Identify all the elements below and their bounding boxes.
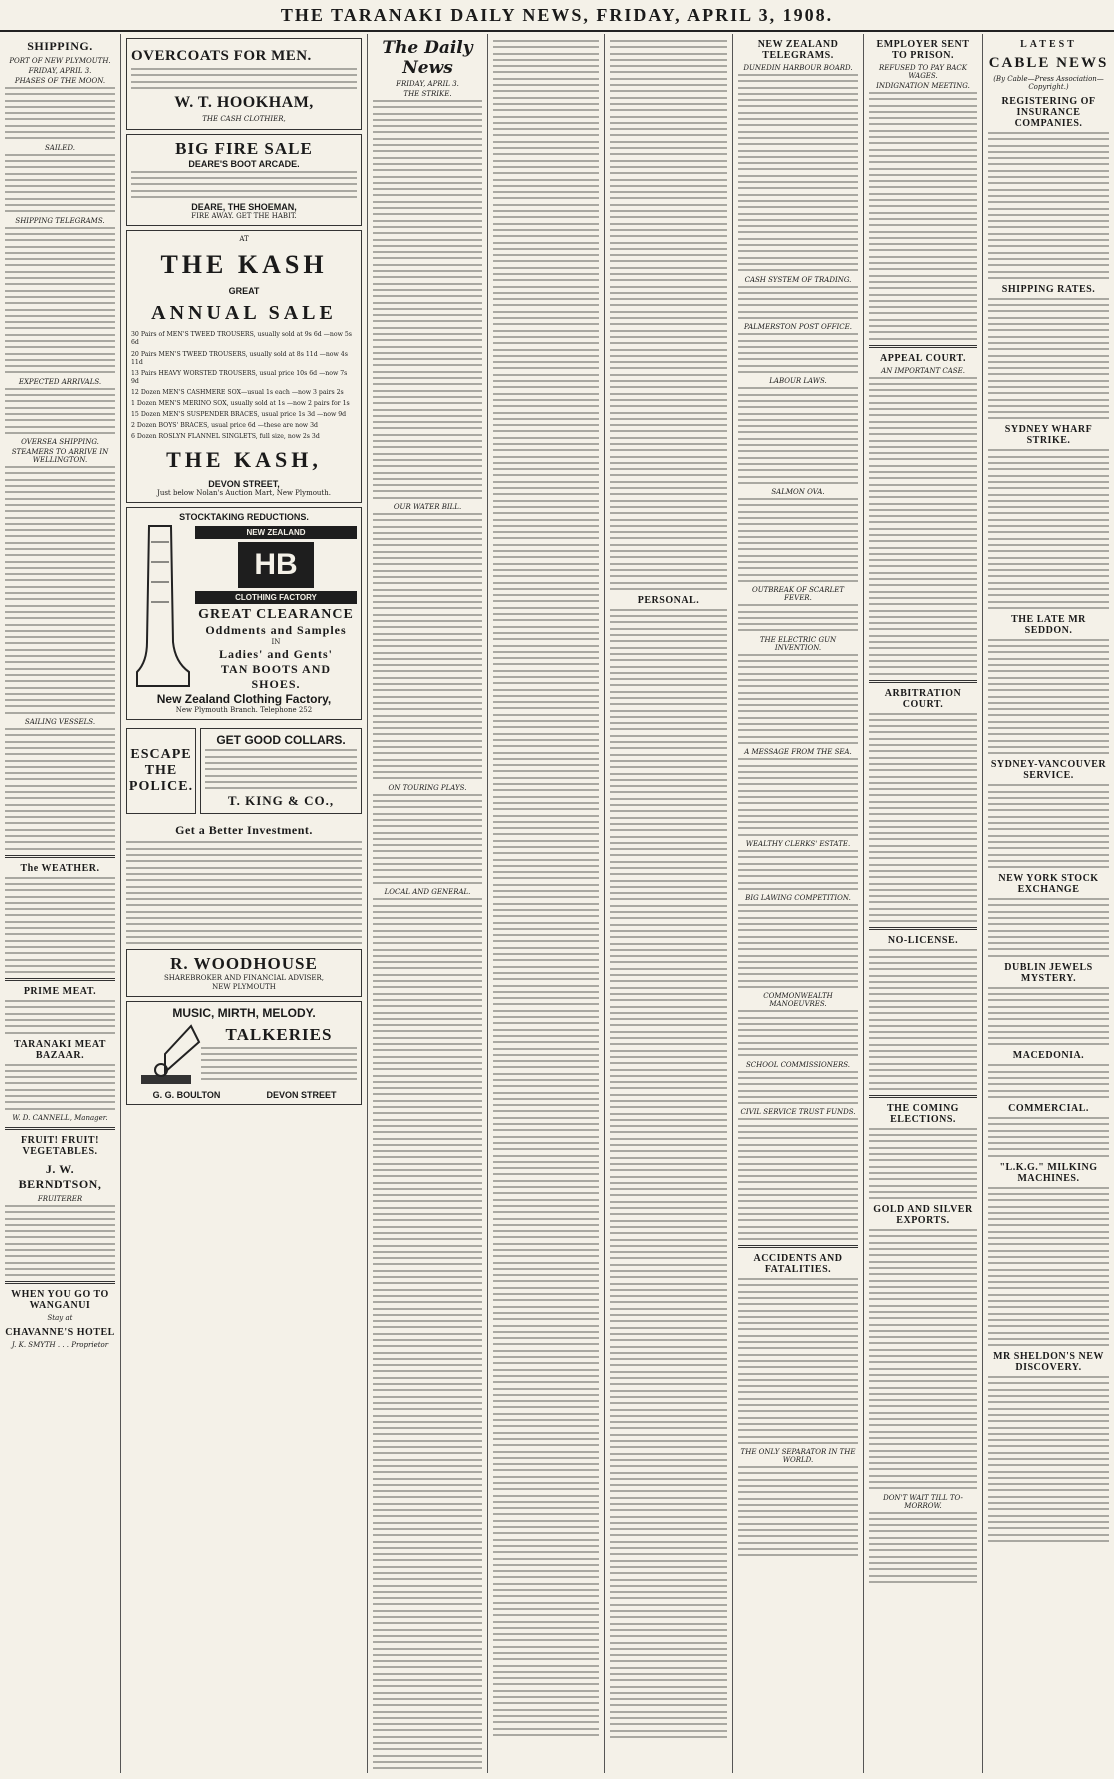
- sailing-heading: SAILING VESSELS.: [24, 718, 96, 727]
- telegrams-heading: SHIPPING TELEGRAMS.: [15, 216, 105, 225]
- deare-title: DEARE'S BOOT ARCADE.: [188, 158, 300, 169]
- editorial-date: FRIDAY, APRIL 3.: [396, 80, 459, 88]
- kash-footer-title: THE KASH,: [166, 447, 322, 473]
- kash-item-3: 13 Pairs HEAVY WORSTED TROUSERS, usual price 10s 6d —now 7s 9d: [131, 369, 348, 385]
- milking-heading: "L.K.G." MILKING MACHINES.: [999, 1161, 1098, 1184]
- hookham-sub: THE CASH CLOTHIER,: [202, 114, 286, 123]
- phases-heading: PHASES OF THE MOON.: [14, 77, 106, 85]
- ny-stock-heading: NEW YORK STOCK EXCHANGE: [998, 873, 1099, 896]
- sailed-text: [5, 154, 115, 213]
- seddon-heading: THE LATE MR SEDDON.: [1011, 613, 1086, 636]
- meeting-heading: INDIGNATION MEETING.: [876, 82, 970, 90]
- tan-title: TAN BOOTS AND SHOES.: [220, 661, 332, 691]
- bazaar-text: [5, 1064, 115, 1110]
- kash-ad: [126, 230, 362, 503]
- insurance-heading: REGISTERING OF INSURANCE COMPANIES.: [1001, 96, 1096, 129]
- expected-heading: EXPECTED ARRIVALS.: [18, 377, 102, 386]
- message-heading: A MESSAGE FROM THE SEA.: [744, 748, 852, 757]
- heading-weather: The WEATHER.: [20, 862, 100, 874]
- prime-meat-text: [5, 1000, 115, 1033]
- kash-devon: DEVON STREET,: [208, 479, 280, 490]
- shipping-rates-heading: SHIPPING RATES.: [1001, 283, 1096, 295]
- boulton-street: DEVON STREET: [266, 1089, 337, 1100]
- sheldon-heading: MR SHELDON'S NEW DISCOVERY.: [993, 1351, 1104, 1374]
- news-text-1: [493, 40, 599, 1736]
- boulton-name: G. G. BOULTON: [152, 1089, 221, 1100]
- editorial-text-4: [373, 898, 482, 1773]
- sailed-heading: SAILED.: [45, 143, 75, 152]
- clearance-title: GREAT CLEARANCE: [198, 606, 354, 622]
- phonograph-icon: [131, 1020, 201, 1090]
- column-shipping: [0, 34, 121, 1773]
- wanganui-heading: WHEN YOU GO TO WANGANUI: [11, 1289, 109, 1312]
- employer-subheading: REFUSED TO PAY BACK WAGES.: [879, 64, 967, 80]
- talkeries-title: TALKERIES: [225, 1024, 333, 1044]
- news-text-3: [610, 609, 727, 1738]
- fruit-text: [5, 1205, 115, 1276]
- boot-icon: [131, 522, 191, 692]
- fire-sale-title: BIG FIRE SALE: [175, 138, 313, 158]
- column-courts: [864, 34, 983, 1773]
- commercial-heading: COMMERCIAL.: [1008, 1102, 1089, 1114]
- collars-row: [126, 724, 362, 818]
- stocktaking-title: STOCKTAKING REDUCTIONS.: [179, 512, 309, 523]
- column-nz-telegrams: [733, 34, 864, 1773]
- kash-address: Just below Nolan's Auction Mart, New Plymouth.: [157, 489, 331, 498]
- overcoats-ad: [126, 38, 362, 130]
- fire-sale-ad: [126, 134, 362, 226]
- deare-signature: DEARE, THE SHOEMAN,: [191, 202, 297, 213]
- kash-item-1: 30 Pairs of MEN'S TWEED TROUSERS, usually sold at 9s 6d —now 5s 6d: [131, 331, 352, 347]
- stay-at: Stay at: [47, 1314, 73, 1323]
- investment-text: [126, 841, 362, 944]
- sydney-strike-heading: SYDNEY WHARF STRIKE.: [1004, 424, 1093, 447]
- berndtson-name: J. W. BERNDTSON,: [18, 1161, 102, 1191]
- elections-heading: THE COMING ELECTIONS.: [887, 1102, 959, 1125]
- scarlet-heading: OUTBREAK OF SCARLET FEVER.: [751, 586, 845, 603]
- cash-heading: CASH SYSTEM OF TRADING.: [744, 275, 852, 284]
- expected-text: [5, 388, 115, 434]
- cable-news-sub: (By Cable—Press Association—Copyright.): [993, 75, 1104, 91]
- civil-heading: CIVIL SERVICE TRUST FUNDS.: [740, 1108, 856, 1117]
- oddments-title: Oddments and Samples: [205, 622, 347, 637]
- separator-heading: THE ONLY SEPARATOR IN THE WORLD.: [740, 1448, 856, 1465]
- bazaar-heading: TARANAKI MEAT BAZAAR.: [14, 1038, 106, 1061]
- dont-wait-heading: DON'T WAIT TILL TO-MORROW.: [883, 1493, 963, 1510]
- editorial-masthead: The Daily News: [382, 38, 473, 78]
- ladies-title: Ladies' and Gents': [218, 646, 334, 661]
- gun-heading: THE ELECTRIC GUN INVENTION.: [759, 635, 837, 652]
- sydney-vancouver-heading: SYDNEY-VANCOUVER SERVICE.: [990, 759, 1107, 782]
- school-heading: SCHOOL COMMISSIONERS.: [745, 1060, 851, 1069]
- employer-heading: EMPLOYER SENT TO PRISON.: [876, 39, 970, 61]
- editorial-text-3: [373, 794, 482, 884]
- cable-news-title: CABLE NEWS: [988, 55, 1109, 71]
- editorial-text-2: [373, 513, 482, 779]
- labour-heading: LABOUR LAWS.: [769, 377, 827, 386]
- music-title: MUSIC, MIRTH, MELODY.: [172, 1005, 316, 1020]
- column-news-2: [605, 34, 733, 1773]
- kash-item-6: 15 Dozen MEN'S SUSPENDER BRACES, usual price 1s 3d —now 9d: [131, 411, 347, 419]
- hb-logo: HB: [238, 542, 313, 588]
- accidents-heading: ACCIDENTS AND FATALITIES.: [753, 1253, 843, 1276]
- salmon-heading: SALMON OVA.: [771, 488, 825, 497]
- dunedin-heading: DUNEDIN HARBOUR BOARD.: [743, 64, 853, 72]
- heading-shipping: SHIPPING.: [27, 39, 93, 53]
- collars-ad: [200, 728, 362, 814]
- kash-great: GREAT: [228, 286, 260, 297]
- hotel-name: CHAVANNE'S HOTEL: [5, 1327, 115, 1339]
- personal-heading: PERSONAL.: [637, 594, 700, 606]
- oddments-in: IN: [271, 637, 281, 646]
- stocktaking-ad: [126, 507, 362, 720]
- date-line: FRIDAY, APRIL 3.: [28, 67, 92, 75]
- nolicense-heading: NO-LICENSE.: [887, 935, 959, 947]
- post-heading: PALMERSTON POST OFFICE.: [744, 323, 852, 332]
- kash-item-8: 6 Dozen ROSLYN FLANNEL SINGLETS, full size, now 2s 3d: [131, 433, 320, 441]
- kash-item-2: 20 Pairs MEN'S TWEED TROUSERS, usually sold at 8s 11d —now 4s 11d: [131, 350, 348, 366]
- hotel-proprietor: J. K. SMYTH . . . Proprietor: [11, 1341, 109, 1350]
- kash-item-7: 2 Dozen BOYS' BRACES, usual price 6d —these are now 3d: [131, 422, 318, 430]
- investment-title: Get a Better Investment.: [175, 823, 313, 838]
- editorial-text-1: [373, 100, 482, 499]
- fire-tagline: FIRE AWAY. GET THE HABIT.: [191, 212, 297, 221]
- column-news-1: [488, 34, 605, 1773]
- woodhouse-town: NEW PLYMOUTH: [212, 982, 276, 991]
- strike-heading: THE STRIKE.: [403, 90, 452, 98]
- music-ad: [126, 1001, 362, 1105]
- factory-banner: CLOTHING FACTORY: [195, 591, 357, 604]
- kash-title: THE KASH: [160, 250, 328, 280]
- column-editorial: [368, 34, 488, 1773]
- woodhouse-name: R. WOODHOUSE: [170, 953, 318, 973]
- telegrams-text: [5, 227, 115, 374]
- shoot-heading: BIG LAWING COMPETITION.: [745, 894, 851, 903]
- gold-heading: GOLD AND SILVER EXPORTS.: [873, 1204, 973, 1227]
- overcoats-title: OVERCOATS FOR MEN.: [131, 48, 312, 64]
- weather-text: [5, 877, 115, 973]
- appeal-subheading: AN IMPORTANT CASE.: [881, 366, 965, 375]
- sailing-text: [5, 728, 115, 850]
- touring-heading: ON TOURING PLAYS.: [388, 783, 467, 792]
- kash-at: AT: [239, 235, 249, 244]
- port-heading: PORT OF NEW PLYMOUTH.: [9, 57, 111, 65]
- water-heading: OUR WATER BILL.: [393, 503, 462, 511]
- latest-label: LATEST: [1020, 39, 1077, 50]
- kash-item-5: 1 Dozen MEN'S MERINO SOX, usually sold at 1s —now 2 pairs for 1s: [131, 400, 350, 408]
- woodhouse-sub: SHAREBROKER AND FINANCIAL ADVISER,: [163, 973, 325, 982]
- escape-title: ESCAPE THE POLICE.: [128, 747, 194, 795]
- column-adverts: [121, 34, 368, 1773]
- macedonia-heading: MACEDONIA.: [1012, 1050, 1085, 1062]
- clerks-heading: WEALTHY CLERKS' ESTATE.: [745, 840, 851, 849]
- prime-meat-heading: PRIME MEAT.: [23, 986, 97, 998]
- escape-ad: [126, 728, 196, 814]
- tking-name: T. KING & CO.,: [227, 793, 335, 809]
- oversea-heading: OVERSEA SHIPPING.: [21, 438, 99, 447]
- kash-annual: ANNUAL SALE: [151, 302, 337, 325]
- tide-table: [5, 87, 115, 139]
- fruit-heading: FRUIT! FRUIT! VEGETABLES.: [21, 1134, 99, 1157]
- berndtson-sub: FRUITERER: [37, 1194, 83, 1203]
- nz-banner: NEW ZEALAND: [195, 526, 357, 539]
- bazaar-manager: W. D. CANNELL, Manager.: [12, 1113, 108, 1122]
- collars-title: GET GOOD COLLARS.: [216, 733, 346, 748]
- masthead-title: THE TARANAKI DAILY NEWS, FRIDAY, APRIL 3, 1908.: [280, 4, 834, 25]
- column-cable-news: [983, 34, 1114, 1773]
- news-text-2: [610, 40, 727, 590]
- manoeuvres-heading: COMMONWEALTH MANOEUVRES.: [763, 992, 833, 1009]
- nzcf-title: New Zealand Clothing Factory,: [156, 692, 332, 707]
- steamers-text: [5, 466, 115, 714]
- dublin-heading: DUBLIN JEWELS MYSTERY.: [1004, 961, 1093, 984]
- arbitration-heading: ARBITRATION COURT.: [884, 687, 962, 710]
- steamers-heading: STEAMERS TO ARRIVE IN WELLINGTON.: [11, 448, 109, 465]
- appeal-heading: APPEAL COURT.: [880, 352, 966, 364]
- local-heading: LOCAL AND GENERAL.: [384, 888, 471, 897]
- hookham-name: W. T. HOOKHAM,: [174, 93, 314, 111]
- masthead: [0, 0, 1114, 32]
- kash-item-4: 12 Dozen MEN'S CASHMERE SOX—usual 1s each —now 3 pairs 2s: [131, 388, 344, 396]
- nz-telegrams-heading: NEW ZEALAND TELEGRAMS.: [757, 39, 839, 61]
- nzcf-sub: New Plymouth Branch. Telephone 252: [175, 706, 313, 715]
- woodhouse-ad: [126, 949, 362, 997]
